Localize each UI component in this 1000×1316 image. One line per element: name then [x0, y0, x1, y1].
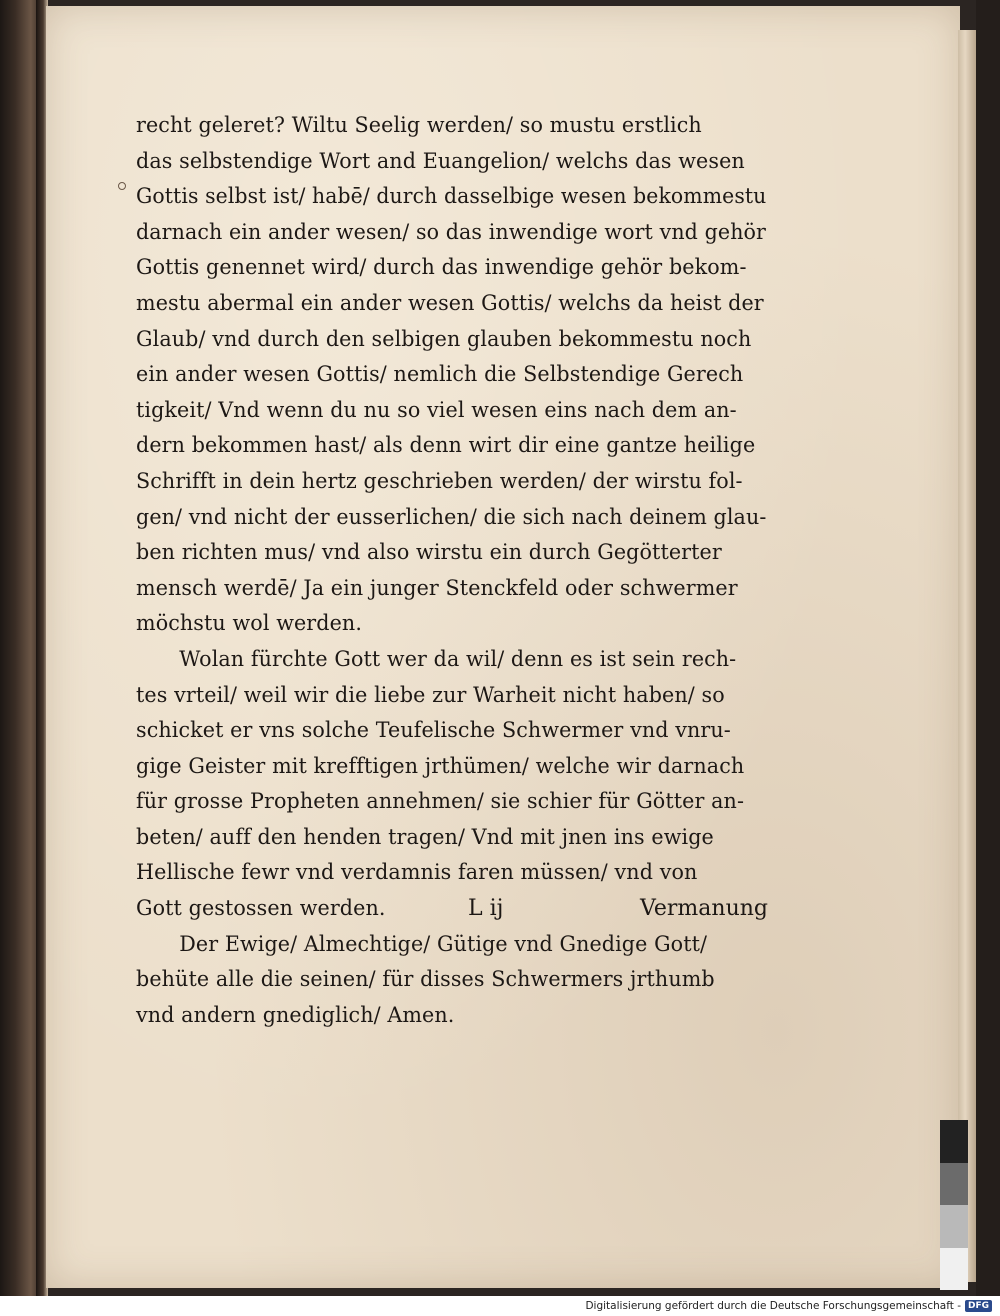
text-line: Gott gestossen werden.	[136, 896, 386, 921]
text-line: gige Geister mit krefftigen jrthümen/ welche wir darnach	[136, 753, 745, 778]
text-line: mestu abermal ein ander wesen Gottis/ welchs da heist der	[136, 290, 764, 315]
right-page-edge	[958, 30, 976, 1282]
color-calibration-strip	[940, 1120, 968, 1290]
body-text	[136, 108, 776, 1033]
text-line: behüte alle die seinen/ für disses Schwermers jrthumb	[136, 967, 715, 992]
text-line: ben richten mus/ vnd also wirstu ein durch Gegötterter	[136, 540, 722, 565]
text-line: für grosse Propheten annehmen/ sie schier für Götter an-	[136, 789, 745, 814]
text-line: mensch werdē/ Ja ein junger Stenckfeld oder schwermer	[136, 575, 738, 600]
catchword: Vermanung	[640, 896, 768, 921]
text-line: möchstu wol werden.	[136, 611, 363, 636]
text-line: Gottis selbst ist/ habē/ durch dasselbige wesen bekommestu	[136, 184, 767, 209]
text-line: Gottis genennet wird/ durch das inwendige gehör bekom-	[136, 255, 747, 280]
credit-text: Digitalisierung gefördert durch die Deutsche Forschungsgemeinschaft -	[585, 1300, 961, 1312]
text-line: Glaub/ vnd durch den selbigen glauben bekommestu noch	[136, 326, 752, 351]
dfg-logo: DFG	[965, 1300, 992, 1312]
text-line: vnd andern gnediglich/ Amen.	[136, 1002, 455, 1027]
text-line: ein ander wesen Gottis/ nemlich die Selbstendige Gerech	[136, 362, 744, 387]
signature-mark: L ij	[468, 896, 504, 921]
text-line: Der Ewige/ Almechtige/ Gütige vnd Gnedige Gott/	[179, 931, 708, 956]
text-line: schicket er vns solche Teufelische Schwermer vnd vnru-	[136, 718, 731, 743]
text-line: das selbstendige Wort and Euangelion/ welchs das wesen	[136, 148, 745, 173]
text-line: Schrifft in dein hertz geschrieben werden/ der wirstu fol-	[136, 468, 743, 493]
credit-bar	[0, 1296, 1000, 1316]
margin-mark	[118, 182, 126, 190]
text-line: darnach ein ander wesen/ so das inwendige wort vnd gehör	[136, 219, 767, 244]
text-line: Hellische fewr vnd verdamnis faren müssen/ vnd von	[136, 860, 698, 885]
text-line: beten/ auff den henden tragen/ Vnd mit jnen ins ewige	[136, 824, 714, 849]
page-footer	[468, 896, 768, 921]
right-dark-margin	[976, 0, 1000, 1296]
text-line: Wolan fürchte Gott wer da wil/ denn es ist sein rech-	[179, 646, 737, 671]
text-line: tes vrteil/ weil wir die liebe zur Warheit nicht haben/ so	[136, 682, 725, 707]
text-line: gen/ vnd nicht der eusserlichen/ die sich nach deinem glau-	[136, 504, 767, 529]
text-line: dern bekommen hast/ als denn wirt dir eine gantze heilige	[136, 433, 756, 458]
text-line: tigkeit/ Vnd wenn du nu so viel wesen eins nach dem an-	[136, 397, 737, 422]
text-line: recht geleret? Wiltu Seelig werden/ so mustu erstlich	[136, 113, 702, 137]
